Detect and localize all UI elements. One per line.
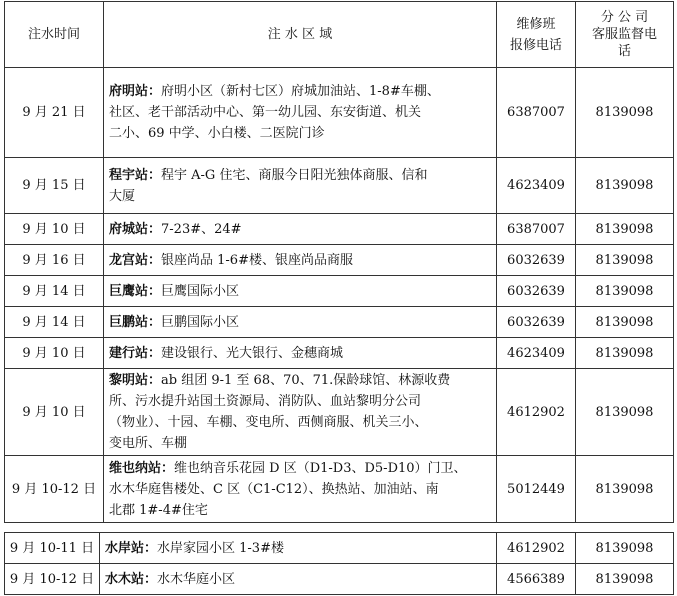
area-line: 社区、老干部活动中心、第一幼儿园、东安街道、机关 [109, 105, 422, 120]
area-line: 7-23#、24# [161, 221, 242, 237]
area-line: ab 组团 9-1 至 68、70、71.保龄球馆、林源收费 [161, 373, 451, 388]
area-cell [104, 158, 497, 214]
table-row [5, 214, 674, 245]
repair-phone: 4623409 [497, 158, 576, 214]
repair-phone: 6387007 [497, 68, 576, 158]
station-name: 建行站： [109, 345, 162, 361]
date-cell: 9 月 15 日 [5, 158, 104, 214]
station-name: 龙宫站： [109, 252, 162, 268]
header-cs-line1: 分 公 司 [600, 10, 649, 25]
area-line: 北郡 1#-4#住宅 [109, 502, 208, 518]
station-name: 巨鹏站： [109, 314, 162, 330]
area-line: 大厦 [109, 188, 136, 204]
repair-phone: 4612902 [497, 533, 576, 564]
cs-phone: 8139098 [576, 369, 674, 456]
table-row [5, 68, 674, 158]
station-name: 府城站： [109, 221, 162, 237]
cs-phone: 8139098 [576, 533, 674, 564]
repair-phone: 4566389 [497, 564, 576, 595]
header-cs-phone [576, 2, 674, 68]
area-line: 银座尚品 1-6#楼、银座尚品商服 [161, 252, 353, 268]
cs-phone: 8139098 [576, 456, 674, 523]
cs-phone: 8139098 [576, 307, 674, 338]
station-name: 维也纳站： [109, 460, 175, 476]
repair-phone: 4623409 [497, 338, 576, 369]
header-cs-line2: 客服监督电 [591, 27, 657, 42]
date-cell: 9 月 10-11 日 [5, 533, 100, 564]
cs-phone: 8139098 [576, 68, 674, 158]
area-cell [104, 214, 497, 245]
header-time: 注水时间 [5, 2, 104, 68]
repair-phone: 6032639 [497, 245, 576, 276]
cs-phone: 8139098 [576, 214, 674, 245]
repair-phone: 6387007 [497, 214, 576, 245]
area-cell [104, 307, 497, 338]
table-row [5, 369, 674, 456]
header-cs-line3: 话 [617, 44, 631, 59]
water-schedule-table-continued [4, 532, 674, 595]
table-row [5, 245, 674, 276]
header-repair-phone [497, 2, 576, 68]
date-cell: 9 月 10 日 [5, 338, 104, 369]
area-line: 程宇 A-G 住宅、商服今日阳光独体商服、信和 [161, 167, 428, 183]
area-line: 水木华庭小区 [157, 571, 236, 587]
date-cell: 9 月 10 日 [5, 369, 104, 456]
header-repair-line2: 报修电话 [509, 37, 562, 53]
repair-phone: 4612902 [497, 369, 576, 456]
area-line: 巨鹰国际小区 [161, 283, 240, 299]
date-cell: 9 月 16 日 [5, 245, 104, 276]
cs-phone: 8139098 [576, 338, 674, 369]
area-line: 水岸家园小区 1-3#楼 [157, 540, 284, 556]
station-name: 水木站： [105, 571, 158, 587]
table-row [5, 456, 674, 523]
cs-phone: 8139098 [576, 564, 674, 595]
repair-phone: 5012449 [497, 456, 576, 523]
area-cell [100, 564, 497, 595]
table-row [5, 307, 674, 338]
date-cell: 9 月 10 日 [5, 214, 104, 245]
station-name: 府明站： [109, 84, 162, 99]
area-cell [104, 245, 497, 276]
table-row [5, 533, 674, 564]
area-line: 所、污水提升站国土资源局、消防队、血站黎明分公司 [109, 394, 422, 409]
area-line: 变电所、车棚 [109, 436, 188, 451]
header-row [5, 2, 674, 68]
area-line: 府明小区（新村七区）府城加油站、1-8#车棚、 [161, 84, 440, 99]
area-line: 巨鹏国际小区 [161, 314, 240, 330]
area-line: 二小、69 中学、小白楼、二医院门诊 [109, 126, 325, 141]
area-cell [104, 369, 497, 456]
date-cell: 9 月 10-12 日 [5, 456, 104, 523]
area-cell [104, 276, 497, 307]
area-cell [104, 456, 497, 523]
area-line: 建设银行、光大银行、金穗商城 [161, 345, 344, 361]
header-area: 注 水 区 域 [104, 2, 497, 68]
table-row [5, 158, 674, 214]
date-cell: 9 月 14 日 [5, 307, 104, 338]
header-repair-line1: 维修班 [516, 16, 556, 32]
station-name: 水岸站： [105, 540, 158, 556]
date-cell: 9 月 10-12 日 [5, 564, 100, 595]
area-cell [104, 68, 497, 158]
table-row [5, 564, 674, 595]
date-cell: 9 月 21 日 [5, 68, 104, 158]
area-line: （物业）、十园、车棚、变电所、西侧商服、机关三小、 [109, 415, 428, 430]
station-name: 巨鹰站： [109, 283, 162, 299]
cs-phone: 8139098 [576, 245, 674, 276]
repair-phone: 6032639 [497, 276, 576, 307]
table-row [5, 276, 674, 307]
date-cell: 9 月 14 日 [5, 276, 104, 307]
water-schedule-table [4, 1, 674, 523]
area-line: 维也纳音乐花园 D 区（D1-D3、D5-D10）门卫、 [174, 460, 467, 476]
area-line: 水木华庭售楼处、C 区（C1-C12）、换热站、加油站、南 [109, 481, 439, 497]
area-cell [100, 533, 497, 564]
repair-phone: 6032639 [497, 307, 576, 338]
cs-phone: 8139098 [576, 276, 674, 307]
cs-phone: 8139098 [576, 158, 674, 214]
station-name: 黎明站： [109, 373, 162, 388]
area-cell [104, 338, 497, 369]
station-name: 程宇站： [109, 167, 162, 183]
table-row [5, 338, 674, 369]
